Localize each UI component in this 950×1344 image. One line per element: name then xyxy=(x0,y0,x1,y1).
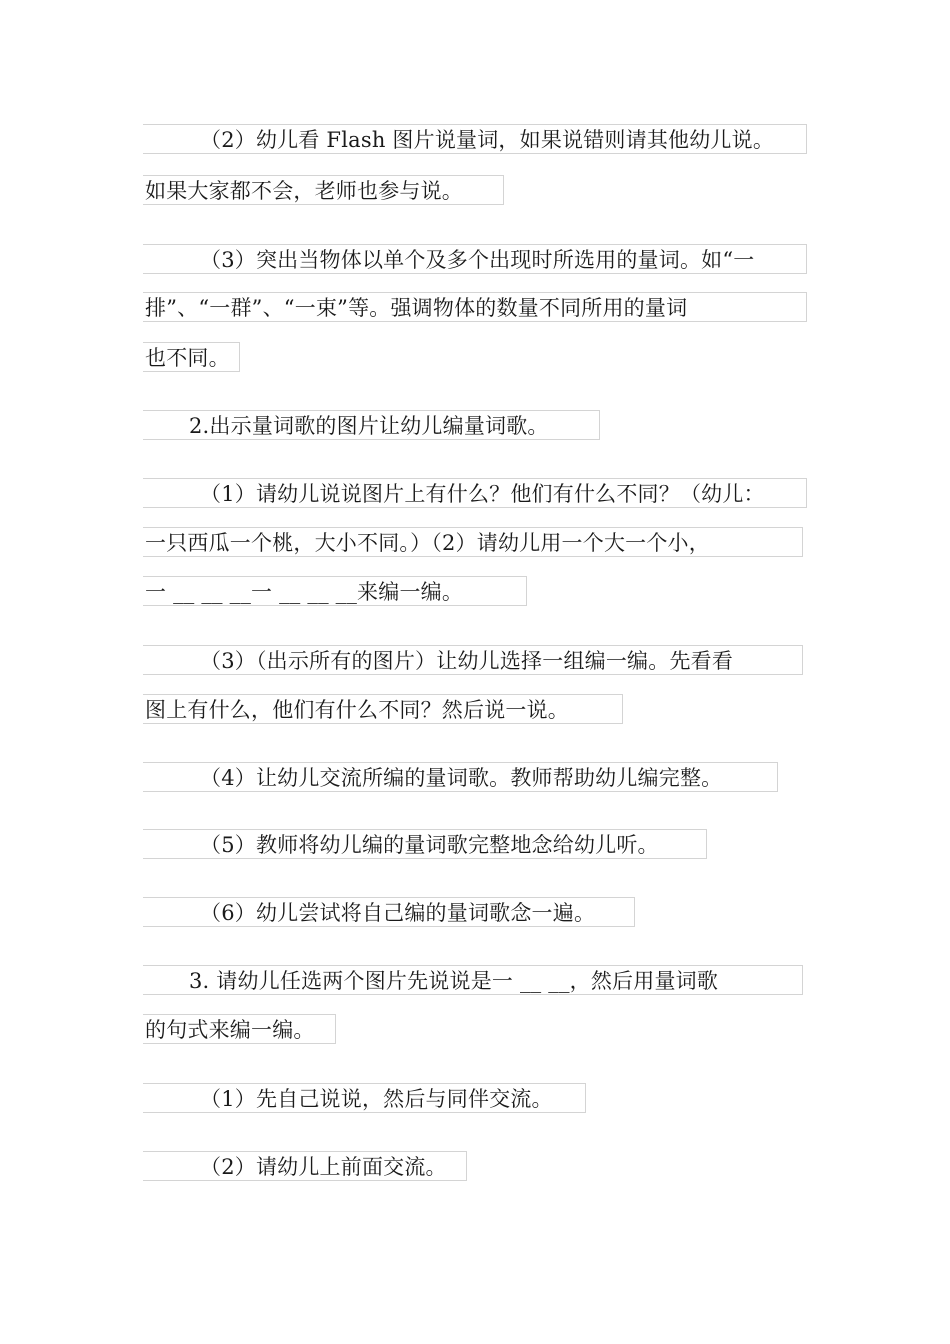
text-line-9: 一 __ __ __一 __ __ __来编一编。 xyxy=(143,576,527,606)
text-line-13: （5）教师将幼儿编的量词歌完整地念给幼儿听。 xyxy=(143,829,707,859)
text-line-15: 3. 请幼儿任选两个图片先说说是一 __ __，然后用量词歌 xyxy=(143,965,803,995)
text-line-18: （2）请幼儿上前面交流。 xyxy=(143,1151,467,1181)
text-line-16: 的句式来编一编。 xyxy=(143,1014,336,1044)
text-line-6: 2.出示量词歌的图片让幼儿编量词歌。 xyxy=(143,410,600,440)
text-line-4: 排”、“一群”、“一束”等。强调物体的数量不同所用的量词 xyxy=(143,292,807,322)
text-line-14: （6）幼儿尝试将自己编的量词歌念一遍。 xyxy=(143,897,635,927)
text-line-1: （2）幼儿看 Flash 图片说量词，如果说错则请其他幼儿说。 xyxy=(143,124,807,154)
text-line-10: （3）（出示所有的图片）让幼儿选择一组编一编。先看看 xyxy=(143,645,803,675)
text-line-3: （3）突出当物体以单个及多个出现时所选用的量词。如“一 xyxy=(143,244,807,274)
text-line-5: 也不同。 xyxy=(143,342,240,372)
text-line-12: （4）让幼儿交流所编的量词歌。教师帮助幼儿编完整。 xyxy=(143,762,778,792)
text-line-17: （1）先自己说说，然后与同伴交流。 xyxy=(143,1083,586,1113)
text-line-7: （1）请幼儿说说图片上有什么？他们有什么不同？（幼儿： xyxy=(143,478,807,508)
text-line-11: 图上有什么，他们有什么不同？然后说一说。 xyxy=(143,694,623,724)
text-line-2: 如果大家都不会，老师也参与说。 xyxy=(143,175,504,205)
text-line-8: 一只西瓜一个桃，大小不同。）（2）请幼儿用一个大一个小， xyxy=(143,527,803,557)
